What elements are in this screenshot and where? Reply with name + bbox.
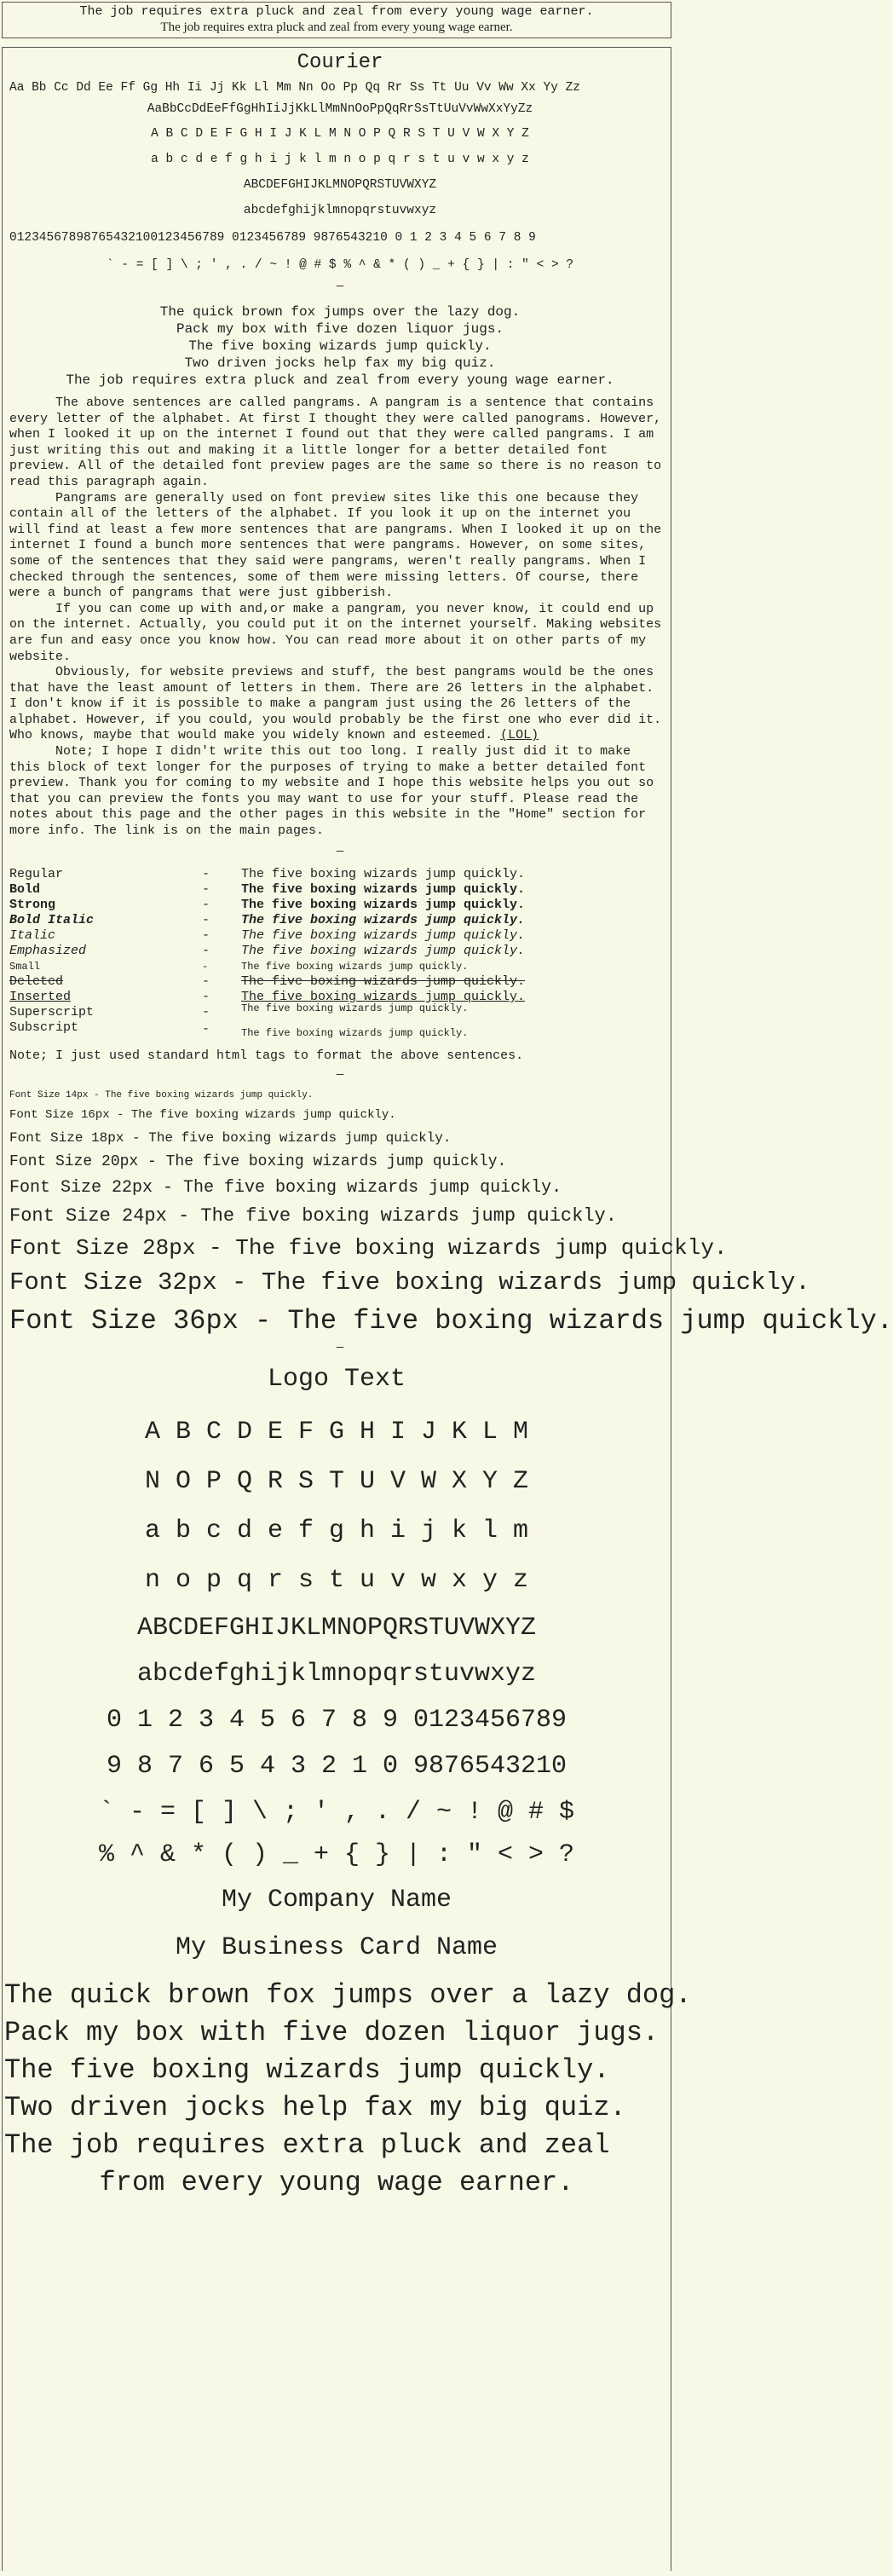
font-size-line: Font Size 28px - The five boxing wizards jump quickly. bbox=[9, 1234, 728, 1261]
char-line: 01234567898765432100123456789 0123456789 9876543210 0 1 2 3 4 5 6 7 8 9 bbox=[9, 231, 536, 245]
char-line: ABCDEFGHIJKLMNOPQRSTUVWXYZ bbox=[243, 178, 437, 192]
style-sample: The five boxing wizards jump quickly. bbox=[241, 898, 526, 913]
style-dash: - bbox=[202, 1005, 210, 1020]
separator: — bbox=[336, 844, 344, 858]
style-row bbox=[9, 944, 525, 959]
style-label: Emphasized bbox=[9, 944, 87, 959]
logo-row: ` - = [ ] \ ; ' , . / ~ ! @ # $ bbox=[98, 1798, 575, 1828]
logo-section bbox=[3, 1363, 671, 1968]
style-row bbox=[9, 913, 525, 928]
style-sample: The five boxing wizards jump quickly. bbox=[241, 867, 526, 882]
style-sample: The five boxing wizards jump quickly. bbox=[241, 974, 526, 990]
style-label: Strong bbox=[9, 898, 56, 913]
header-box bbox=[2, 2, 671, 38]
style-dash: - bbox=[202, 913, 210, 928]
style-label: Inserted bbox=[9, 990, 72, 1005]
style-sample: The five boxing wizards jump quickly. bbox=[241, 882, 526, 898]
pangram-list bbox=[9, 303, 671, 389]
header-line-mono: The job requires extra pluck and zeal from every young wage earner. bbox=[79, 4, 594, 19]
style-sample: The five boxing wizards jump quickly. bbox=[241, 1002, 469, 1014]
style-sample: The five boxing wizards jump quickly. bbox=[241, 1026, 469, 1039]
separator: — bbox=[336, 1341, 344, 1355]
company-name: My Company Name bbox=[221, 1886, 452, 1915]
big-pangram: The job requires extra pluck and zeal bbox=[4, 2129, 610, 2162]
font-size-line: Font Size 36px - The five boxing wizards jump quickly. bbox=[9, 1304, 893, 1337]
separator: — bbox=[336, 1067, 344, 1082]
style-dash: - bbox=[202, 898, 210, 913]
style-dash: - bbox=[202, 944, 210, 959]
style-row bbox=[9, 1020, 525, 1039]
paragraph-text: Obviously, for website previews and stuff, the best pangrams would be the ones that have the least amount of letters in them. There are 26 letters in the alphabet. I don't know if it is possible to make a pangram just using the 26 letters of the alphabet. However, if you could, you would probably be the first one who ever did it. Who knows, maybe that would make you widely known and esteemed. bbox=[9, 665, 662, 743]
pangram: The quick brown fox jumps over the lazy dog. bbox=[159, 304, 521, 320]
big-pangram: Pack my box with five dozen liquor jugs. bbox=[4, 2017, 660, 2049]
paragraph: Pangrams are generally used on font preview sites like this one because they contain all of the letters of the alphabet. If you look it up on the internet you will find at least a few more sentences that are pangrams. When I looked it up on the internet I found a bunch more sentences that were pangrams. However, on some sites, some of the sentences that they said were pangrams, weren't really pangrams. When I checked through the sentences, some of them were missing letters. Of course, there were a bunch of pangrams that were just gibberish. bbox=[9, 490, 662, 601]
style-row bbox=[9, 867, 525, 882]
font-size-line: Font Size 24px - The five boxing wizards jump quickly. bbox=[9, 1205, 617, 1227]
paragraph: If you can come up with and,or make a pangram, you never know, it could end up on the internet. Actually, you could put it on the internet yourself. Making websites are fun and easy once you know how. You can read more about it on other parts of my website. bbox=[9, 601, 662, 664]
business-card-name: My Business Card Name bbox=[175, 1933, 498, 1963]
style-sample: The five boxing wizards jump quickly. bbox=[241, 960, 469, 973]
font-size-line: Font Size 32px - The five boxing wizards jump quickly. bbox=[9, 1268, 810, 1297]
char-line: AaBbCcDdEeFfGgHhIiJjKkLlMmNnOoPpQqRrSsTtUuVvWwXxYyZz bbox=[147, 102, 533, 116]
big-pangrams bbox=[3, 1977, 692, 2202]
pangram: Pack my box with five dozen liquor jugs. bbox=[176, 321, 504, 337]
big-pangram-end: from every young wage earner. bbox=[99, 2167, 574, 2199]
logo-row: 9 8 7 6 5 4 3 2 1 0 9876543210 bbox=[106, 1752, 567, 1782]
style-row bbox=[9, 974, 525, 990]
header-line-serif: The job requires extra pluck and zeal from every young wage earner. bbox=[160, 20, 513, 34]
styles-note: Note; I just used standard html tags to format the above sentences. bbox=[9, 1048, 524, 1063]
style-label: Regular bbox=[9, 867, 64, 882]
big-pangram: Two driven jocks help fax my big quiz. bbox=[4, 2092, 626, 2124]
logo-row: 0 1 2 3 4 5 6 7 8 9 0123456789 bbox=[106, 1706, 567, 1736]
logo-title: Logo Text bbox=[267, 1365, 406, 1395]
font-size-line: Font Size 18px - The five boxing wizards jump quickly. bbox=[9, 1129, 452, 1146]
logo-row: n o p q r s t u v w x y z bbox=[144, 1566, 529, 1596]
paragraph: The above sentences are called pangrams. A pangram is a sentence that contains every letter of the alphabet. At first I thought they were called panograms. However, when I looked it up on the internet I found out that they were called pangrams. I am just writing this out and making it a little longer for a better detailed font preview. All of the detailed font preview pages are the same so there is no reason to read this paragraph again. bbox=[9, 396, 662, 489]
big-pangram: The quick brown fox jumps over a lazy dog. bbox=[4, 1979, 692, 2012]
style-label: Small bbox=[9, 960, 41, 973]
style-table bbox=[9, 867, 525, 1039]
pangram: Two driven jocks help fax my big quiz. bbox=[184, 355, 496, 371]
char-line: abcdefghijklmnopqrstuvwxyz bbox=[243, 204, 437, 217]
style-row bbox=[9, 898, 525, 913]
preview-panel bbox=[2, 47, 893, 2571]
style-label: Italic bbox=[9, 928, 56, 944]
style-label: Deleted bbox=[9, 974, 64, 990]
style-row bbox=[9, 1005, 525, 1020]
big-pangram: The five boxing wizards jump quickly. bbox=[4, 2054, 610, 2087]
style-dash: - bbox=[202, 882, 210, 898]
char-line: A B C D E F G H I J K L M N O P Q R S T U V W X Y Z bbox=[151, 127, 529, 141]
style-dash: - bbox=[202, 974, 210, 990]
style-dash: - bbox=[202, 960, 209, 973]
style-dash: - bbox=[202, 1022, 210, 1037]
pangram: The job requires extra pluck and zeal from every young wage earner. bbox=[66, 373, 614, 388]
logo-row: N O P Q R S T U V W X Y Z bbox=[144, 1467, 529, 1497]
char-line: a b c d e f g h i j k l m n o p q r s t u v w x y z bbox=[151, 153, 529, 166]
font-size-line: Font Size 14px - The five boxing wizards jump quickly. bbox=[9, 1089, 314, 1100]
style-sample: The five boxing wizards jump quickly. bbox=[241, 990, 526, 1005]
paragraph: Note; I hope I didn't write this out too long. I really just did it to make this block of text longer for the purposes of trying to make a better detailed font preview. Thank you for coming to my website and I hope this website helps you out so that you can preview the fonts you may want to use for your stuff. Please read the notes about this page and the other pages in this website in the "Home" section for more info. The link is on the main pages. bbox=[9, 744, 654, 839]
font-title: Courier bbox=[297, 51, 383, 74]
font-size-list bbox=[9, 1089, 893, 1338]
style-dash: - bbox=[202, 867, 210, 882]
style-sample: The five boxing wizards jump quickly. bbox=[241, 928, 526, 944]
style-label: Bold Italic bbox=[9, 913, 95, 928]
style-label: Bold bbox=[9, 882, 41, 898]
lol-text: (LOL) bbox=[500, 728, 539, 743]
font-size-line: Font Size 20px - The five boxing wizards jump quickly. bbox=[9, 1152, 507, 1170]
style-label: Subscript bbox=[9, 1019, 79, 1035]
logo-row: ABCDEFGHIJKLMNOPQRSTUVWXYZ bbox=[136, 1614, 537, 1643]
logo-row: % ^ & * ( ) _ + { } | : " < > ? bbox=[98, 1840, 575, 1870]
font-size-line: Font Size 22px - The five boxing wizards jump quickly. bbox=[9, 1178, 562, 1198]
char-line: Aa Bb Cc Dd Ee Ff Gg Hh Ii Jj Kk Ll Mm Nn Oo Pp Qq Rr Ss Tt Uu Vv Ww Xx Yy Zz bbox=[9, 81, 581, 95]
logo-row: A B C D E F G H I J K L M bbox=[144, 1418, 529, 1447]
style-sample: The five boxing wizards jump quickly. bbox=[241, 944, 526, 959]
style-dash: - bbox=[202, 990, 210, 1005]
style-sample: The five boxing wizards jump quickly. bbox=[241, 913, 526, 928]
pangram: The five boxing wizards jump quickly. bbox=[188, 338, 492, 354]
font-size-line: Font Size 16px - The five boxing wizards jump quickly. bbox=[9, 1107, 396, 1122]
paragraph bbox=[9, 665, 669, 744]
char-line: ` - = [ ] \ ; ' , . / ~ ! @ # $ % ^ & * ( ) _ + { } | : " < > ? bbox=[106, 258, 574, 272]
separator: — bbox=[336, 280, 344, 293]
style-dash: - bbox=[202, 928, 210, 944]
style-row bbox=[9, 882, 525, 898]
style-row bbox=[9, 959, 525, 974]
paragraphs bbox=[9, 396, 671, 840]
style-row bbox=[9, 928, 525, 944]
style-label: Superscript bbox=[9, 1005, 95, 1020]
logo-row: a b c d e f g h i j k l m bbox=[144, 1516, 529, 1546]
logo-row: abcdefghijklmnopqrstuvwxyz bbox=[136, 1660, 537, 1689]
